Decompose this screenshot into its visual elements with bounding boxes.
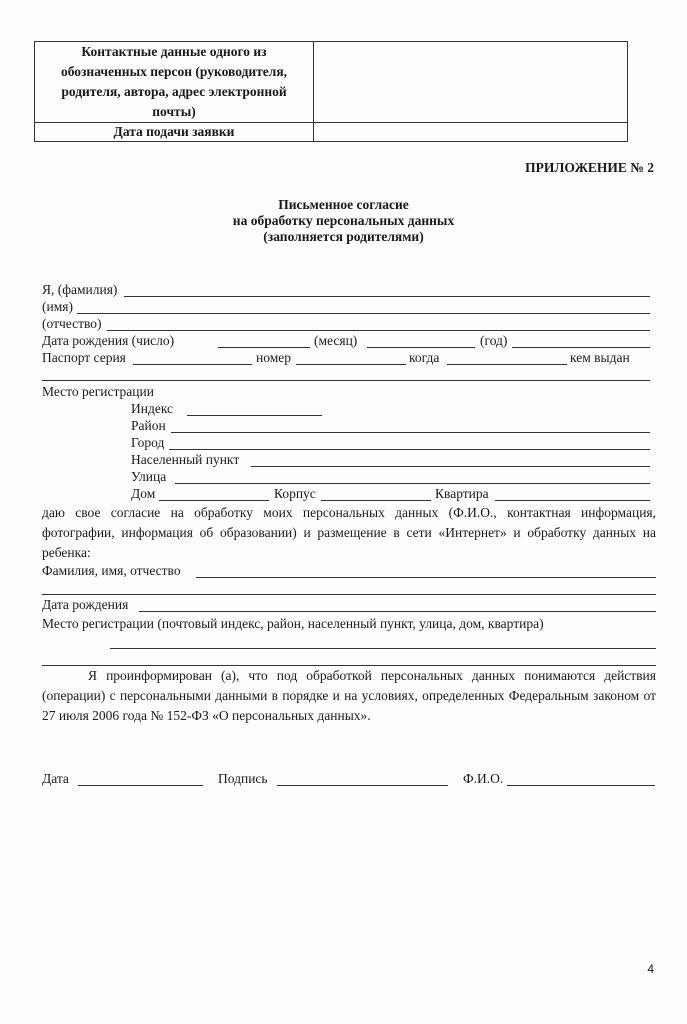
passport-series-label: Паспорт серия — [42, 350, 126, 365]
passport-number-label: номер — [256, 350, 292, 365]
consent-paragraph: даю свое согласие на обработку моих персональных данных (Ф.И.О., контактная информация, фотографии, информация об образовании) и размещение в сети «Интернет» и обработку данных на ребенка: — [42, 505, 656, 560]
document-note: (заполняется родителями) — [263, 229, 424, 244]
birth-day-field[interactable] — [218, 347, 310, 348]
surname-label: Я, (фамилия) — [42, 282, 118, 297]
name-field[interactable] — [77, 313, 650, 314]
passport-number-field[interactable] — [296, 364, 406, 365]
index-field[interactable] — [187, 415, 322, 416]
apartment-label: Квартира — [435, 486, 489, 501]
submission-date-label: Дата подачи заявки — [113, 124, 235, 139]
issue-date-field[interactable] — [447, 364, 567, 365]
settlement-field[interactable] — [251, 466, 650, 467]
district-label: Район — [131, 418, 166, 433]
house-field[interactable] — [159, 500, 269, 501]
house-label: Дом — [131, 486, 156, 501]
appendix-heading: ПРИЛОЖЕНИЕ № 2 — [525, 160, 654, 175]
month-label: (месяц) — [314, 333, 358, 348]
issued-by-field[interactable] — [42, 380, 650, 381]
contact-data-label: Контактные данные одного из обозначенных персон (руководителя, родителя, автора, адрес электронной почты) — [60, 44, 288, 119]
contact-table — [34, 41, 628, 142]
issue-date-label: когда — [409, 350, 440, 365]
building-label: Корпус — [274, 486, 316, 501]
birth-month-field[interactable] — [367, 347, 475, 348]
street-label: Улица — [131, 469, 167, 484]
page-number: 4 — [647, 962, 654, 976]
child-registration-field[interactable] — [110, 648, 656, 649]
surname-field[interactable] — [124, 296, 650, 297]
settlement-label: Населенный пункт — [131, 452, 240, 467]
signature-label: Подпись — [218, 771, 268, 786]
fio-label: Ф.И.О. — [463, 771, 504, 786]
registration-label: Место регистрации — [42, 384, 154, 399]
patronymic-label: (отчество) — [42, 316, 102, 331]
passport-series-field[interactable] — [133, 364, 252, 365]
name-label: (имя) — [42, 299, 73, 314]
child-birth-date-field[interactable] — [139, 611, 656, 612]
apartment-field[interactable] — [495, 500, 650, 501]
birth-date-label: Дата рождения (число) — [42, 333, 175, 348]
city-label: Город — [131, 435, 165, 450]
document-subtitle: на обработку персональных данных — [232, 213, 455, 228]
informed-paragraph: Я проинформирован (а), что под обработкой персональных данных понимаются действия (операции) с персональными данными в порядке и на условиях, определенных Федеральным законом от 27 июля 2006 года № 152-ФЗ «О персональных данных». — [42, 668, 656, 723]
fio-field[interactable] — [507, 785, 655, 786]
issued-by-label: кем выдан — [570, 350, 630, 365]
child-registration-label: Место регистрации (почтовый индекс, район, населенный пункт, улица, дом, квартира) — [42, 616, 544, 631]
table-divider — [313, 42, 314, 141]
building-field[interactable] — [321, 500, 431, 501]
child-birth-date-label: Дата рождения — [42, 597, 129, 612]
child-fio-field[interactable] — [196, 577, 656, 578]
year-label: (год) — [480, 333, 508, 348]
city-field[interactable] — [169, 449, 650, 450]
birth-year-field[interactable] — [512, 347, 650, 348]
child-fio-field-continued[interactable] — [42, 594, 656, 595]
date-field[interactable] — [78, 785, 203, 786]
child-fio-label: Фамилия, имя, отчество — [42, 563, 181, 578]
date-label: Дата — [42, 771, 69, 786]
document-title: Письменное согласие — [278, 197, 409, 212]
district-field[interactable] — [171, 432, 650, 433]
street-field[interactable] — [175, 483, 650, 484]
patronymic-field[interactable] — [107, 330, 650, 331]
index-label: Индекс — [131, 401, 174, 416]
signature-field[interactable] — [277, 785, 448, 786]
